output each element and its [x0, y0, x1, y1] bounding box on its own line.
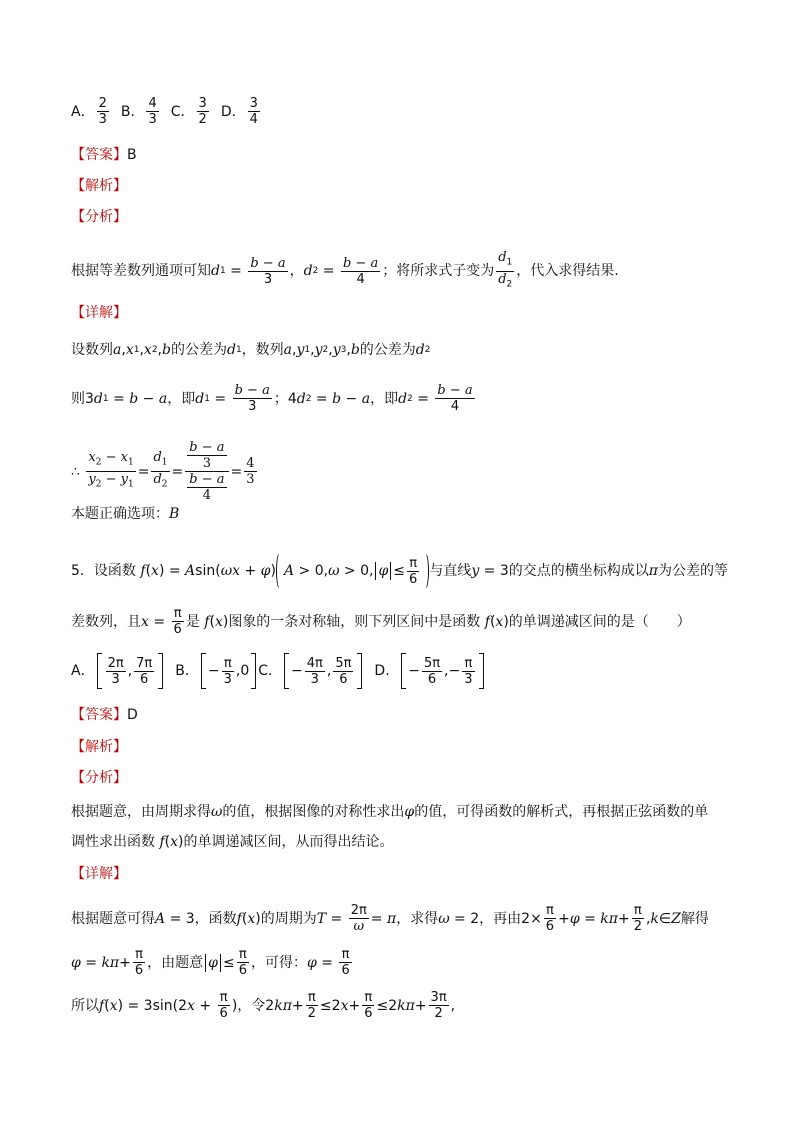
- option-c-fraction: $\frac{3}{2}$: [198, 96, 207, 127]
- option-a-interval: $\frac{2\pi}{3}$ , $\frac{7\pi}{6}$: [97, 653, 164, 689]
- q5-analysis-line-1: 根据题意，由周期求得 ω 的值，根据图像的对称性求出 φ 的值，可得函数的解析式，再根据正弦函数的单: [71, 804, 709, 820]
- q5-stem-line-1: 5． 设函数 f ( x ) = A sin ( ωx + φ ) A > 0, ω > 0, φ ≤ $\frac{\pi}{6}$ 与直线 y = 3 的交点的横坐标构成以 π 为公差的等: [71, 552, 728, 590]
- option-b-label: B．: [120, 103, 145, 120]
- option-d-interval: − $\frac{5\pi}{6}$ ,− $\frac{\pi}{3}$: [401, 653, 483, 689]
- q4-detail-line-2: 则 3 d 1 = b − a ，即 d 1 = $\frac{b - a}{3}$ ； 4 d 2 = b − a ，即 d 2 = $\frac{b - a}{4}$: [71, 383, 473, 414]
- q4-jiexi-tag: 【解析】: [71, 178, 127, 194]
- q4-options-line: [71, 96, 262, 127]
- option-a-fraction: $\frac{2}{3}$: [98, 96, 107, 127]
- option-a-label: A．: [71, 663, 95, 679]
- q5-xiangjie-tag: 【详解】: [71, 866, 127, 882]
- q5-detail-line-1: 根据题意可得 A = 3 ，函数 f ( x ) 的周期为 T = $\frac{2\pi}{\omega}$ = π ，求得 ω = 2 ，再由 2× $\frac{\pi}{6}$ + φ = kπ + $\frac{\pi}{2}$ , k ∈ Z 解得: [71, 903, 709, 934]
- option-a-label: A．: [71, 103, 95, 120]
- q5-detail-line-3: 所以 f ( x ) = 3sin(2 x + $\frac{\pi}{6}$ ) ，令 2 kπ + $\frac{\pi}{2}$ ≤2 x + $\frac{\pi}{6}$ ≤2 kπ + $\frac{3\pi}{2}$ ,: [71, 990, 456, 1021]
- q5-jiexi-tag: 【解析】: [71, 739, 127, 755]
- q5-fenxi-tag: 【分析】: [71, 770, 127, 786]
- q5-analysis-line-2: 调性求出函数 f ( x ) 的单调递减区间，从而得出结论。: [71, 834, 394, 850]
- q5-options-line: [71, 653, 486, 689]
- q4-detail-line-1: 设数列 a , x 1 , x 2 , b 的公差为 d 1 ，数列 a , y 1 , y 2 , y 3 , b 的公差为 d 2: [71, 342, 431, 358]
- answer-tag: 【答案】: [71, 147, 127, 163]
- q4-analysis: 根据等差数列通项可知 d 1 = $\frac{b - a}{3}$ ， d 2 = $\frac{b - a}{4}$ ；将所求式子变为 $\frac{d_1}{d_2}$ ，代入求得结果.: [71, 250, 619, 290]
- q4-xiangjie-tag: 【详解】: [71, 305, 127, 321]
- option-b-interval: − $\frac{\pi}{3}$ ,0: [201, 653, 256, 689]
- option-b-label: B．: [175, 663, 199, 679]
- q4-answer: [71, 146, 137, 164]
- option-c-label: C．: [258, 663, 283, 679]
- option-b-fraction: $\frac{4}{3}$: [148, 96, 157, 127]
- q4-fenxi-tag: 【分析】: [71, 209, 127, 225]
- answer-value: D: [127, 707, 138, 723]
- q4-conclusion: 本题正确选项： B: [71, 506, 180, 522]
- option-d-fraction: $\frac{3}{4}$: [249, 96, 258, 127]
- q4-detail-line-3: ∴ $\frac{x_2 - x_1}{y_2 - y_1}$ = $\frac{d_1}{d_2}$ = $\frac{\frac{b - a}{3}}{\frac{b - a}{4}}$ = $\frac{4}{3}$: [71, 440, 255, 503]
- q5-stem-line-2: 差数列，且 x = $\frac{\pi}{6}$ 是 f ( x ) 图象的一条对称轴，则下列区间中是函数 f ( x ) 的单调递减区间的是（ ）: [71, 606, 691, 637]
- option-d-label: D．: [374, 663, 400, 679]
- option-c-interval: − $\frac{4\pi}{3}$ , $\frac{5\pi}{6}$: [284, 653, 362, 689]
- q5-detail-line-2: φ = kπ + $\frac{\pi}{6}$ ，由题意 φ ≤ $\frac{\pi}{6}$ ，可得： φ = $\frac{\pi}{6}$: [71, 947, 350, 978]
- answer-value: B: [127, 147, 137, 163]
- option-d-label: D．: [220, 103, 246, 120]
- q5-answer: [71, 706, 138, 724]
- option-c-label: C．: [170, 103, 195, 120]
- answer-tag: 【答案】: [71, 707, 127, 723]
